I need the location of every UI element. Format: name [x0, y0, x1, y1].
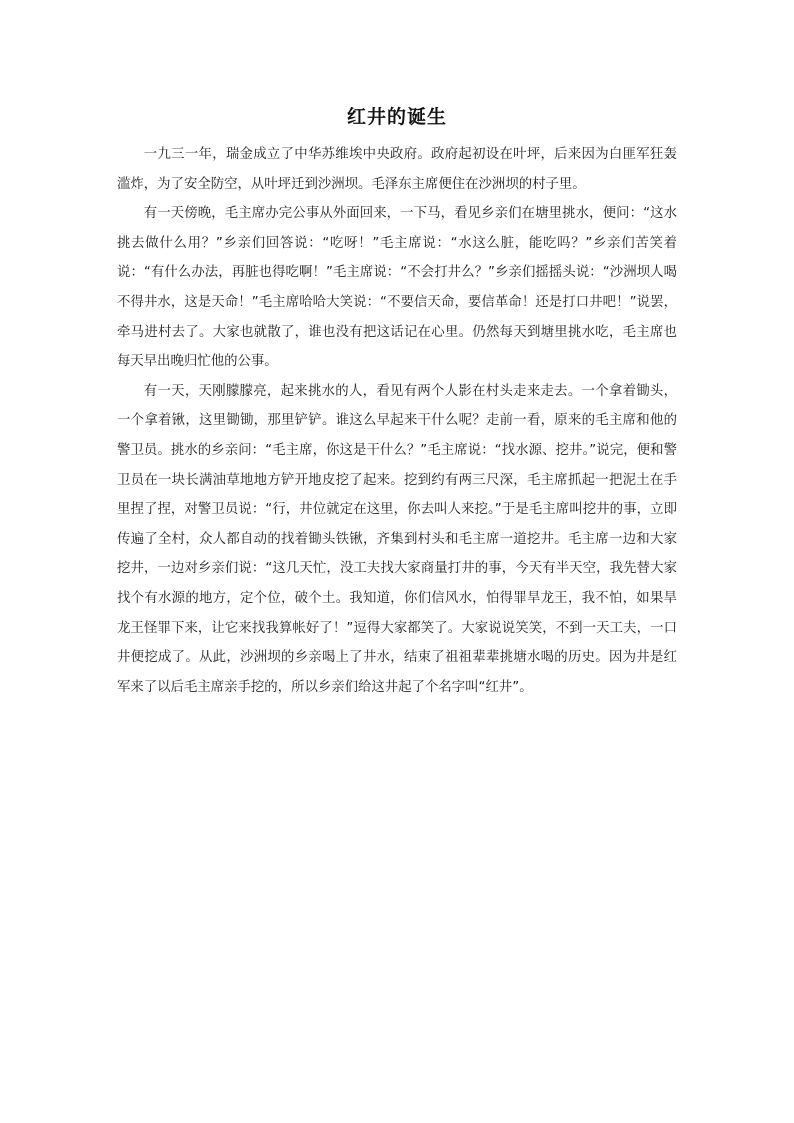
paragraph-3: 有一天，天刚朦朦亮，起来挑水的人，看见有两个人影在村头走来走去。一个拿着锄头，一个拿着锹，这里锄锄，那里铲铲。谁这么早起来干什么呢？走前一看，原来的毛主席和他的警卫员。挑水的乡亲问：“毛主席，你这是干什么？”毛主席说：“找水源、挖井。”说完，便和警卫员在一块长满油草地地方铲开地皮挖了起来。挖到约有两三尺深，毛主席抓起一把泥土在手里捏了捏，对警卫员说：“行，井位就定在这里，你去叫人来挖。”于是毛主席叫挖井的事，立即传遍了全村，众人都自动的找着锄头铁锹，齐集到村头和毛主席一道挖井。毛主席一边和大家挖井，一边对乡亲们说：“这几天忙，没工夫找大家商量打井的事，今天有半天空，我先替大家找个有水源的地方，定个位，破个土。我知道，你们信风水，怕得罪旱龙王，我不怕，如果旱龙王怪罪下来，让它来找我算帐好了！”逗得大家都笑了。大家说说笑笑，不到一天工夫，一口井便挖成了。从此，沙洲坝的乡亲喝上了井水，结束了祖祖辈辈挑塘水喝的历史。因为井是红军来了以后毛主席亲手挖的，所以乡亲们给这井起了个名字叫“红井”。: [117, 383, 677, 695]
document-title: 红井的诞生: [346, 106, 447, 128]
paragraph-2: 有一天傍晚，毛主席办完公事从外面回来，一下马，看见乡亲们在塘里挑水，便问：“这水挑去做什么用？”乡亲们回答说：“吃呀！”毛主席说：“水这么脏，能吃吗？”乡亲们苦笑着说：“有什么办法，再脏也得吃啊！”毛主席说：“不会打井么？”乡亲们摇摇头说：“沙洲坝人喝不得井水，这是天命！”毛主席哈哈大笑说：“不要信天命，要信革命！还是打口井吧！”说罢，牵马进村去了。大家也就散了，谁也没有把这话记在心里。仍然每天到塘里挑水吃，毛主席也每天早出晚归忙他的公事。: [117, 206, 677, 370]
paragraph-1: 一九三一年，瑞金成立了中华苏维埃中央政府。政府起初设在叶坪，后来因为白匪军狂轰滥炸，为了安全防空，从叶坪迁到沙洲坝。毛泽东主席便住在沙洲坝的村子里。: [117, 147, 677, 192]
document-body: [117, 100, 677, 702]
